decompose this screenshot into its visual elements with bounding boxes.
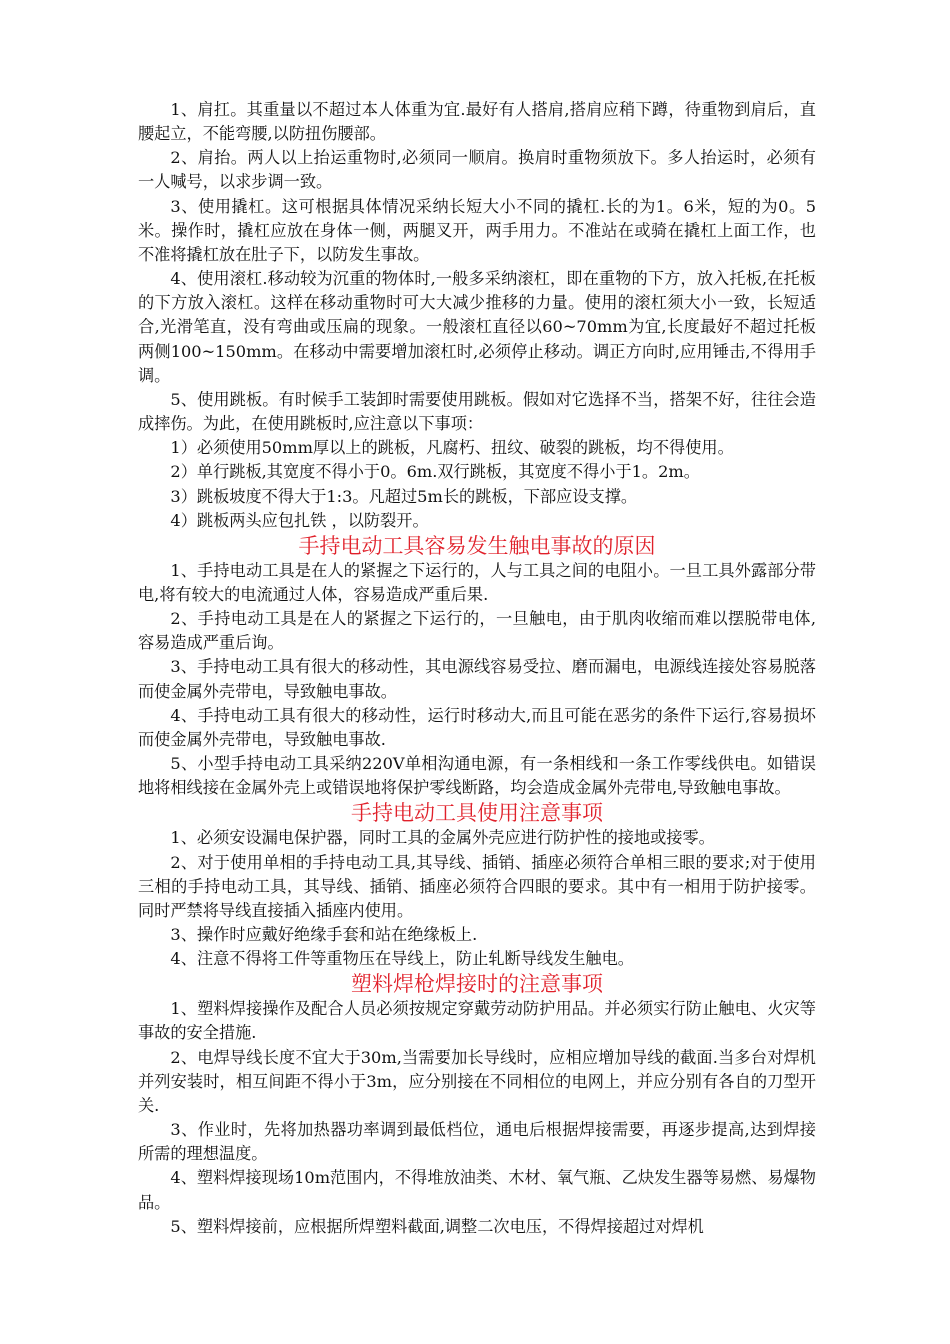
paragraph: 4、注意不得将工件等重物压在导线上，防止轧断导线发生触电。 [170,949,634,969]
document-page [138,98,816,1239]
list-item: 3）跳板坡度不得大于1:3。凡超过5m长的跳板，下部应设支撑。 [170,486,638,506]
paragraph: 1、手持电动工具是在人的紧握之下运行的，人与工具之间的电阻小。一旦工具外露部分带电,将有较大的电流通过人体，容易造成严重后果. [138,560,816,604]
paragraph: 3、手持电动工具有很大的移动性，其电源线容易受拉、磨而漏电，电源线连接处容易脱落而使金属外壳带电，导致触电事故。 [138,657,816,701]
section-heading: 塑料焊枪焊接时的注意事项 [351,972,603,997]
paragraph: 1、塑料焊接操作及配合人员必须按规定穿戴劳动防护用品。并必须实行防止触电、火灾等事故的安全措施. [138,999,816,1043]
paragraph: 5、使用跳板。有时候手工装卸时需要使用跳板。假如对它选择不当，搭架不好，往往会造成摔伤。为此，在使用跳板时,应注意以下事项： [138,389,816,434]
list-item: 4）跳板两头应包扎铁 ，以防裂开。 [170,510,429,530]
section-heading: 手持电动工具容易发生触电事故的原因 [298,533,656,558]
paragraph: 3、操作时应戴好绝缘手套和站在绝缘板上. [170,925,478,944]
paragraph: 2、手持电动工具是在人的紧握之下运行的，一旦触电，由于肌肉收缩而难以摆脱带电体,容易造成严重后询。 [138,609,816,653]
paragraph: 2、电焊导线长度不宜大于30m,当需要加长导线时，应相应增加导线的截面.当多台对焊机并列安装时，相互间距不得小于3m，应分别接在不同相位的电网上，并应分别有各自的刀型开关. [138,1047,816,1115]
paragraph: 3、使用撬杠。这可根据具体情况采纳长短大小不同的撬杠.长的为1。6米，短的为0。5米。操作时，撬杠应放在身体一侧，两腿叉开，两手用力。不准站在或骑在撬杠上面工作，也不准将撬杠放在肚子下，以防发生事故。 [138,196,816,264]
paragraph: 2、肩抬。两人以上抬运重物时,必须同一顺肩。换肩时重物须放下。多人抬运时，必须有一人喊号，以求步调一致。 [138,148,816,192]
paragraph: 1、肩扛。其重量以不超过本人体重为宜.最好有人搭肩,搭肩应稍下蹲，待重物到肩后，直腰起立，不能弯腰,以防扭伤腰部。 [138,100,816,144]
paragraph: 4、手持电动工具有很大的移动性，运行时移动大,而且可能在恶劣的条件下运行,容易损坏而使金属外壳带电，导致触电事故. [138,705,816,749]
paragraph: 4、塑料焊接现场10m范围内，不得堆放油类、木材、氧气瓶、乙炔发生器等易燃、易爆物品。 [138,1168,816,1212]
paragraph: 1、必须安设漏电保护器，同时工具的金属外壳应进行防护性的接地或接零。 [170,828,715,848]
list-item: 1）必须使用50mm厚以上的跳板，凡腐朽、扭纹、破裂的跳板，均不得使用。 [170,438,734,458]
paragraph: 5、小型手持电动工具采纳220V单相沟通电源，有一条相线和一条工作零线供电。如错误地将相线接在金属外壳上或错误地将保护零线断路，均会造成金属外壳带电,导致触电事故。 [138,754,816,798]
paragraph: 3、作业时，先将加热器功率调到最低档位，通电后根据焊接需要，再逐步提高,达到焊接所需的理想温度。 [138,1120,816,1164]
paragraph: 4、使用滚杠.移动较为沉重的物体时,一般多采纳滚杠，即在重物的下方，放入托板,在托板的下方放入滚杠。这样在移动重物时可大大减少推移的力量。使用的滚杠须大小一致，长短适合,光滑笔直，没有弯曲或压扁的现象。一般滚杠直径以60~70mm为宜,长度最好不超过托板两侧100~150mm。在移动中需要增加滚杠时,必须停止移动。调正方向时,应用锤击,不得用手调。 [138,269,816,385]
paragraph: 2、对于使用单相的手持电动工具,其导线、插销、插座必须符合单相三眼的要求;对于使用三相的手持电动工具，其导线、插销、插座必须符合四眼的要求。其中有一相用于防护接零。同时严禁将导线直接插入插座内使用。 [138,852,816,920]
list-item: 2）单行跳板,其宽度不得小于0。6m.双行跳板，其宽度不得小于1。2m。 [170,462,700,482]
paragraph: 5、塑料焊接前，应根据所焊塑料截面,调整二次电压，不得焊接超过对焊机 [170,1216,704,1236]
section-heading: 手持电动工具使用注意事项 [351,801,603,826]
